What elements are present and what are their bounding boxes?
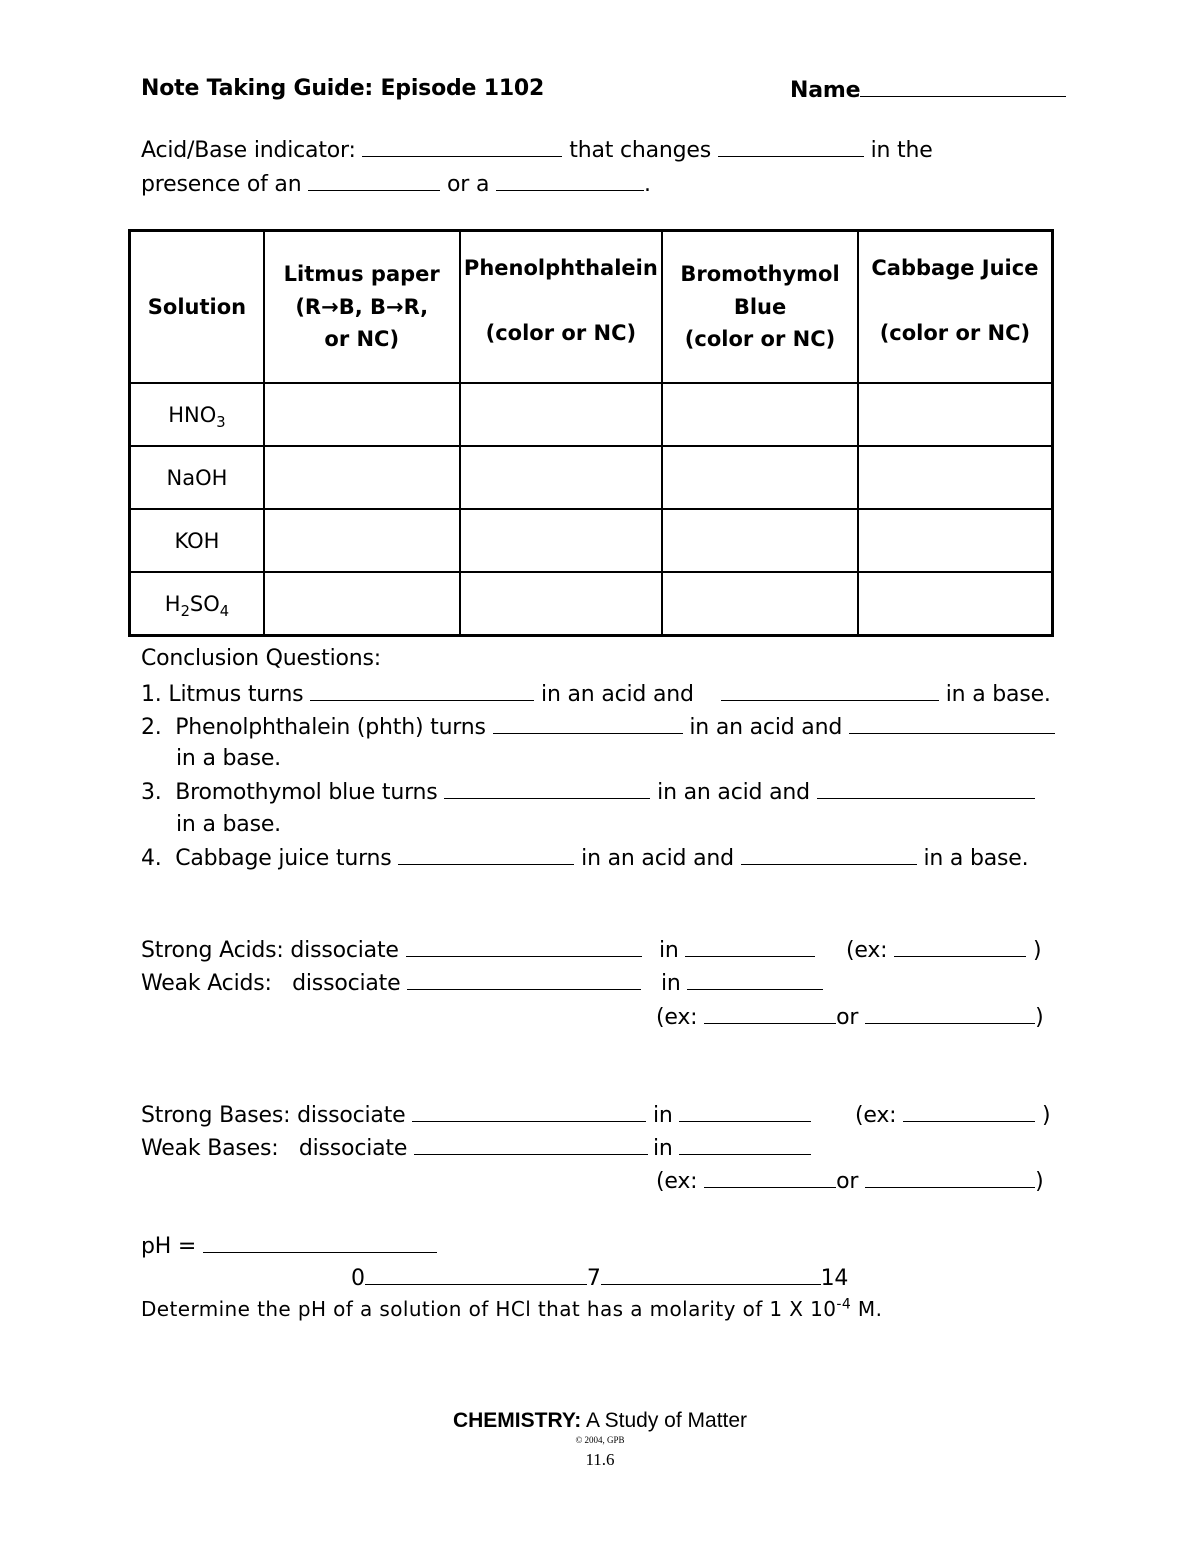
blank[interactable]: [704, 1169, 836, 1188]
blank[interactable]: [741, 846, 917, 865]
indicator-label: Acid/Base indicator:: [141, 138, 356, 163]
indicator-text: in the: [870, 138, 933, 163]
blank[interactable]: [718, 138, 864, 157]
header-solution: Solution: [130, 231, 264, 384]
answer-cell[interactable]: [858, 446, 1053, 509]
blank[interactable]: [496, 172, 644, 191]
blank[interactable]: [412, 1103, 646, 1122]
header-litmus: Litmus paper (R→B, B→R, or NC): [264, 231, 460, 384]
strong-bases-line: Strong Bases: dissociate: [141, 1103, 646, 1127]
weak-acids-line: Weak Acids: dissociate: [141, 971, 641, 995]
blank[interactable]: [721, 682, 939, 701]
blank[interactable]: [444, 780, 650, 799]
strong-bases-in: in: [653, 1103, 811, 1127]
blank[interactable]: [865, 1005, 1035, 1024]
table-row: [130, 572, 1053, 636]
footer-title: [0, 1410, 1200, 1431]
ph-scale: [351, 1266, 848, 1290]
blank[interactable]: [679, 1136, 811, 1155]
question-4: 4. Cabbage juice turns in an acid and in a base.: [141, 846, 1029, 871]
weak-bases-line: Weak Bases: dissociate: [141, 1136, 648, 1160]
blank[interactable]: [679, 1103, 811, 1122]
solution-h2so4: $H_2SO_4$: [130, 572, 264, 636]
period: .: [644, 172, 651, 197]
answer-cell[interactable]: [662, 509, 858, 572]
indicator-text: that changes: [569, 138, 711, 163]
answer-cell[interactable]: [858, 572, 1053, 636]
name-blank[interactable]: [860, 78, 1066, 97]
blank[interactable]: [903, 1103, 1035, 1122]
blank[interactable]: [308, 172, 440, 191]
table-row: [130, 509, 1053, 572]
indicator-text: or a: [447, 172, 490, 197]
answer-cell[interactable]: [264, 509, 460, 572]
footer-subtitle: A Study of Matter: [581, 1409, 748, 1432]
question-3: 3. Bromothymol blue turns in an acid and: [141, 780, 1035, 804]
name-label: Name: [790, 78, 861, 103]
answer-cell[interactable]: [264, 572, 460, 636]
page-title: Note Taking Guide: Episode 1102: [141, 76, 545, 101]
strong-bases-example: (ex: ): [855, 1103, 1051, 1128]
blank[interactable]: [406, 938, 642, 957]
question-2-cont: in a base.: [176, 746, 281, 771]
indicator-definition-line1: [141, 138, 933, 162]
ph-scale-14: 14: [820, 1266, 849, 1291]
blank[interactable]: [493, 715, 683, 734]
solution-hno3: $HNO_3$: [130, 383, 264, 446]
page-number: 11.6: [585, 1450, 615, 1469]
name-field[interactable]: [790, 78, 1066, 102]
blank[interactable]: [817, 780, 1035, 799]
answer-cell[interactable]: [858, 383, 1053, 446]
blank[interactable]: [865, 1169, 1035, 1188]
weak-bases-in: in: [653, 1136, 811, 1160]
answer-cell[interactable]: [662, 446, 858, 509]
weak-bases-example: (ex: or ): [656, 1169, 1044, 1194]
solution-naoh: NaOH: [130, 446, 264, 509]
answer-cell[interactable]: [460, 509, 663, 572]
strong-acids-line: Strong Acids: dissociate: [141, 938, 642, 962]
question-2: 2. Phenolphthalein (phth) turns in an acid and: [141, 715, 1055, 739]
conclusion-heading: Conclusion Questions:: [141, 646, 381, 671]
ph-scale-7: 7: [586, 1266, 601, 1291]
ph-question: Determine the pH of a solution of HCl that has a molarity of 1 X $10^{-4}$ M.: [141, 1296, 883, 1321]
answer-cell[interactable]: [662, 572, 858, 636]
blank[interactable]: [849, 715, 1055, 734]
header-phenolphthalein: Phenolphthalein (color or NC): [460, 231, 663, 384]
blank[interactable]: [687, 971, 823, 990]
question-3-cont: in a base.: [176, 812, 281, 837]
blank[interactable]: [414, 1136, 648, 1155]
answer-cell[interactable]: [460, 383, 663, 446]
answer-cell[interactable]: [460, 446, 663, 509]
answer-cell[interactable]: [264, 446, 460, 509]
indicator-definition-line2: [141, 172, 651, 196]
strong-acids-example: (ex: ): [846, 938, 1042, 963]
blank[interactable]: [203, 1234, 437, 1253]
blank[interactable]: [894, 938, 1026, 957]
footer-brand: CHEMISTRY:: [452, 1409, 582, 1432]
table-header-row: [130, 231, 1053, 384]
blank[interactable]: [310, 682, 534, 701]
answer-cell[interactable]: [662, 383, 858, 446]
answer-cell[interactable]: [858, 509, 1053, 572]
weak-acids-example: (ex: or ): [656, 1005, 1044, 1030]
indicator-table: [128, 229, 1054, 637]
table-row: [130, 446, 1053, 509]
solution-koh: KOH: [130, 509, 264, 572]
blank[interactable]: [407, 971, 641, 990]
ph-definition: pH =: [141, 1234, 437, 1258]
question-1: 1. Litmus turns in an acid and in a base.: [141, 682, 1051, 707]
blank[interactable]: [704, 1005, 836, 1024]
answer-cell[interactable]: [264, 383, 460, 446]
table-row: [130, 383, 1053, 446]
answer-cell[interactable]: [460, 572, 663, 636]
blank[interactable]: [685, 938, 815, 957]
strong-acids-in: in: [659, 938, 815, 962]
footer-copyright: © 2004, GPB: [575, 1435, 625, 1445]
ph-scale-line: [365, 1266, 587, 1285]
ph-scale-0: 0: [351, 1266, 365, 1291]
header-cabbage: Cabbage Juice (color or NC): [858, 231, 1053, 384]
header-bromothymol: Bromothymol Blue (color or NC): [662, 231, 858, 384]
blank[interactable]: [362, 138, 562, 157]
indicator-text: presence of an: [141, 172, 302, 197]
ph-scale-line: [601, 1266, 821, 1285]
weak-acids-in: in: [661, 971, 823, 995]
blank[interactable]: [398, 846, 574, 865]
